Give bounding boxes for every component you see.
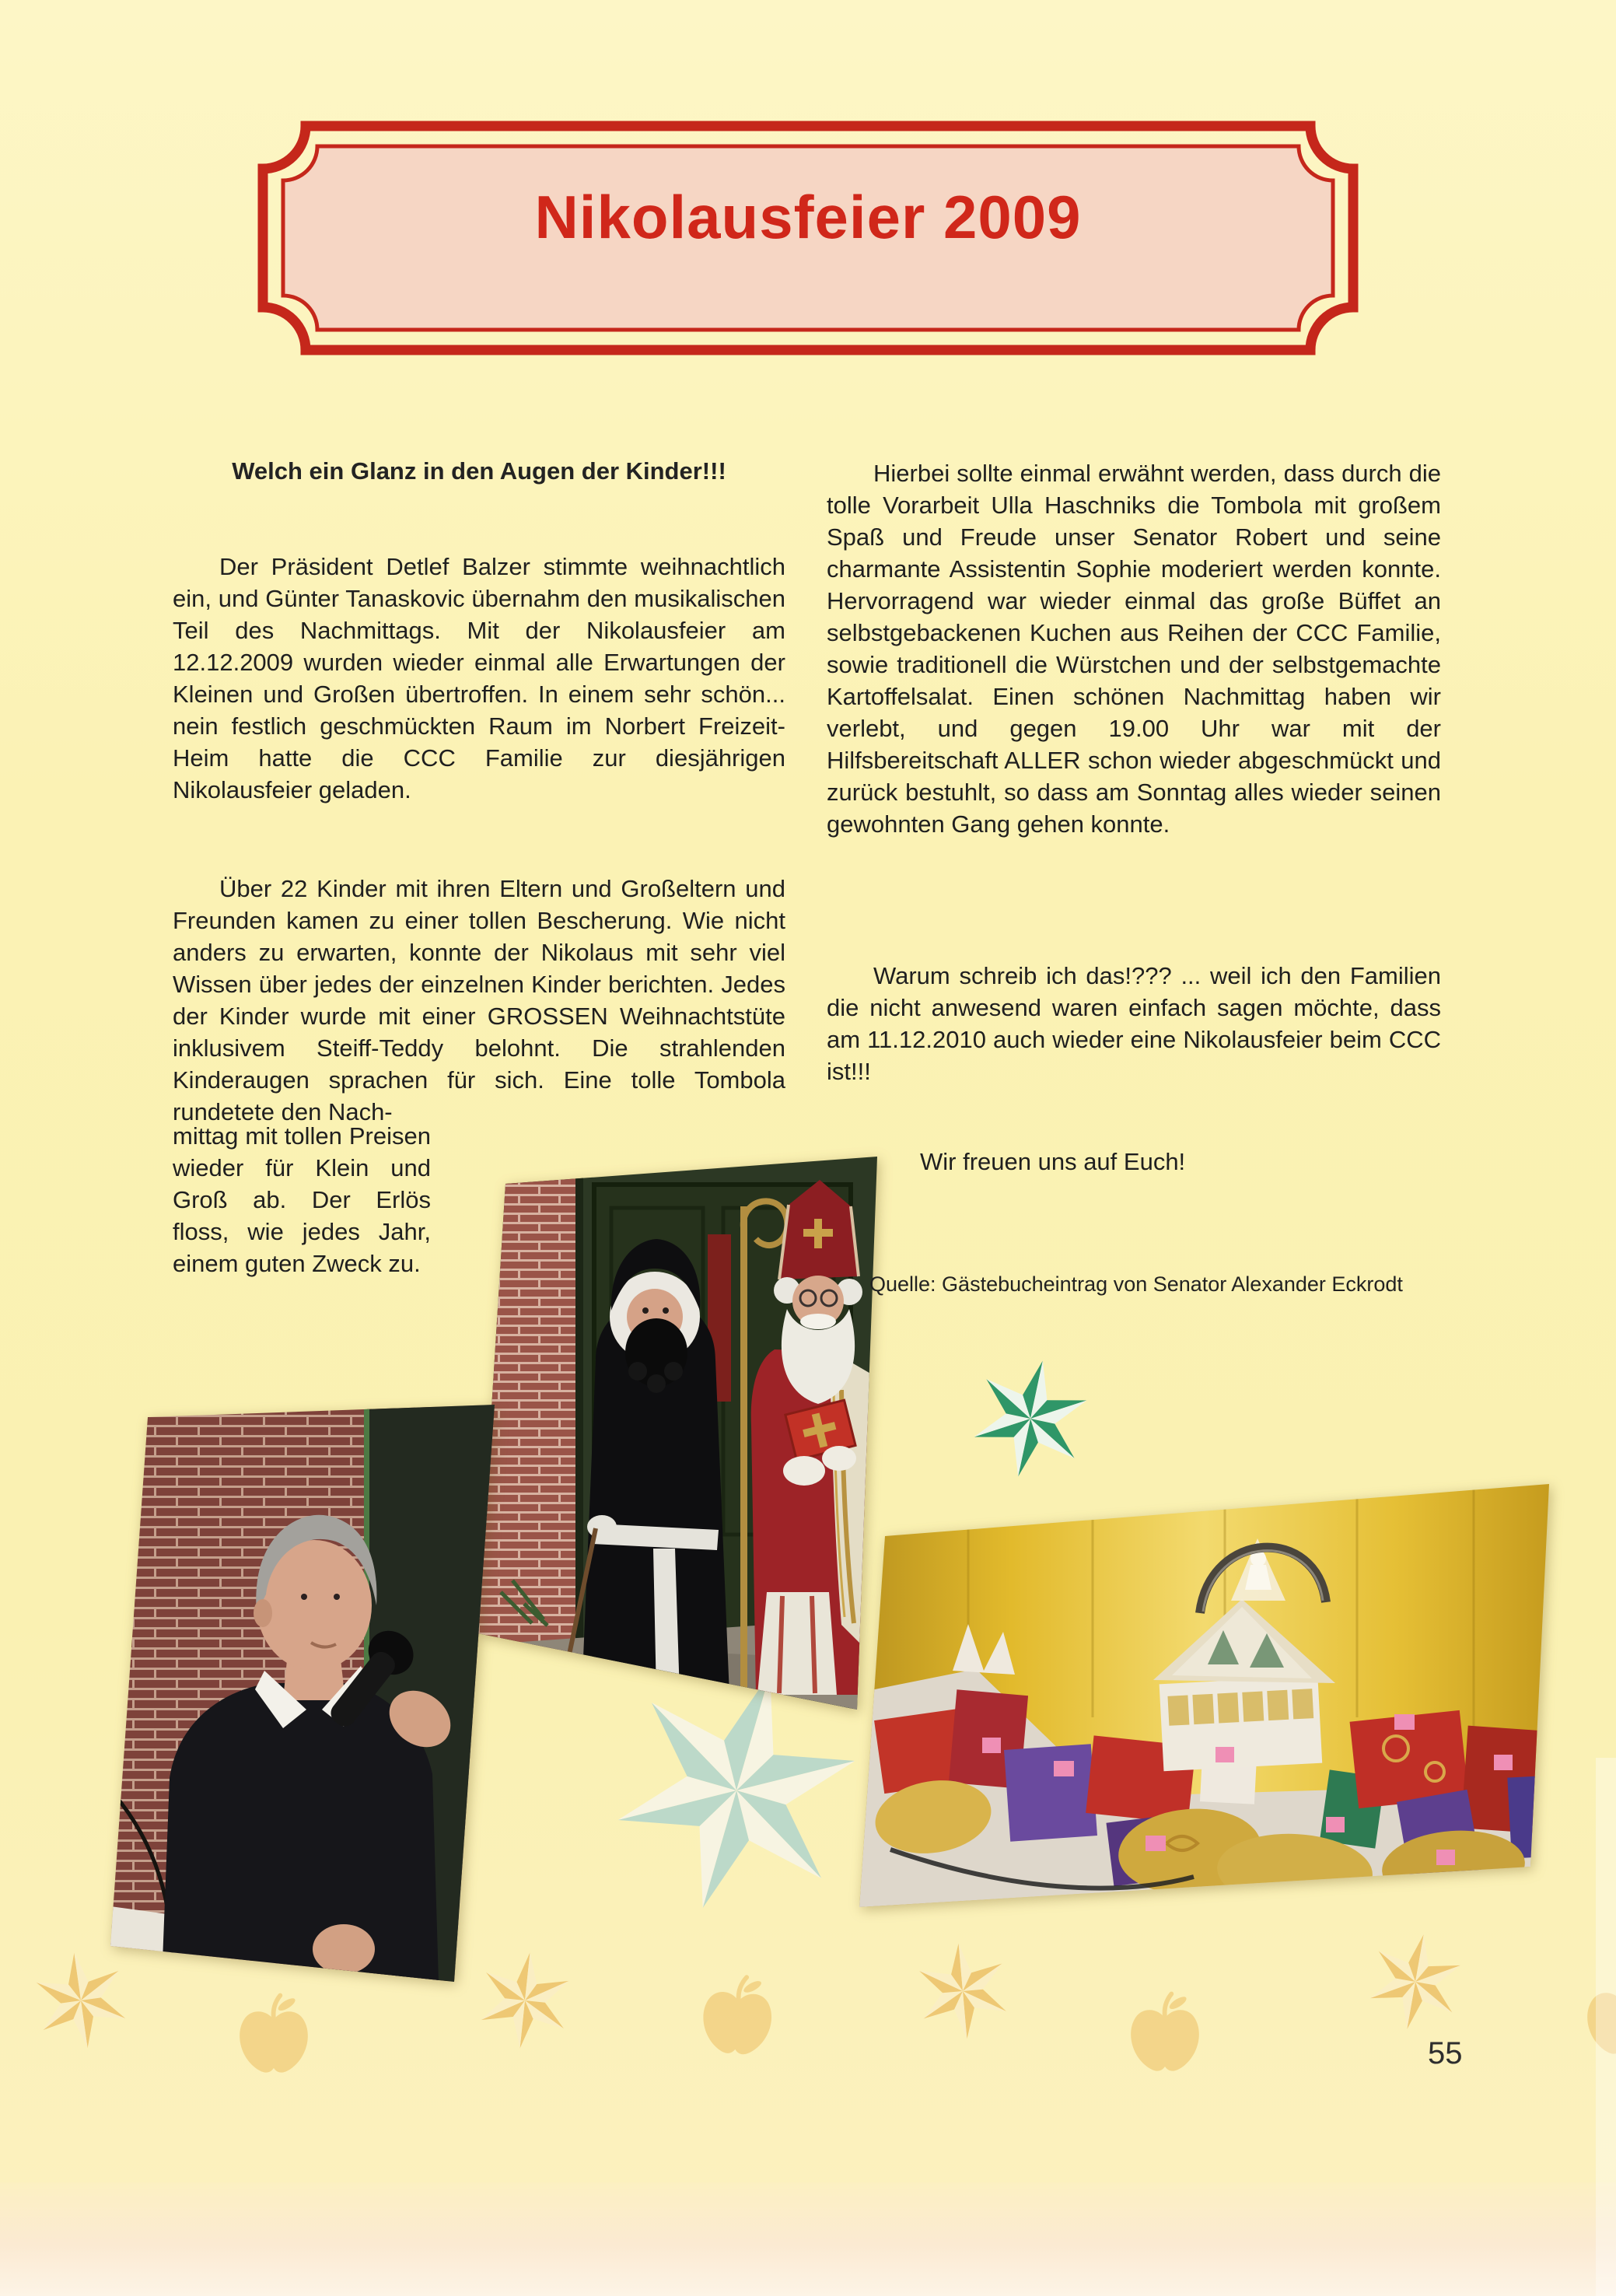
photo-speaker [110,1405,495,1982]
right-paragraph-2: Warum schreib ich das!??? ... weil ich den Familien die nicht anwesend waren einfach sagen möchte, dass am 11.12.2010 auch wieder eine Nikolausfeier beim CCC ist!!! [827,962,1441,1085]
left-paragraph-2: Über 22 Kinder mit ihren Eltern und Großeltern und Freunden kamen zu einer tollen Bescherung. Wie nicht anders zu erwarten, konnte der Nikolaus mit sehr viel Wissen über jedes der einzelnen Kinder berichten. Jedes der Kinder wurde mit einer GROSSEN Weihnachtstüte inklusivem Steiff-Teddy belohnt. Die strahlenden Kinderaugen sprachen für sich. Eine tolle Tombola rundetete den Nach- [173,875,785,1125]
left-paragraph-1: Der Präsident Detlef Balzer stimmte weihnachtlich ein, und Günter Tanaskovic übernahm den musikalischen Teil des Nachmittags. Mit der Nikolausfeier am 12.12.2009 wurden wieder einmal alle Erwartungen der Kleinen und Großen übertroffen. In einem sehr schön... nein festlich geschmückten Raum im Norbert Freizeit- Heim hatte die CCC Familie zur diesjährigen Nikolausfeier geladen. [173,553,785,803]
page-number: 55 [1428,2036,1463,2070]
page-edge-band [1596,1758,1616,2296]
right-paragraph-1: Hierbei sollte einmal erwähnt werden, dass durch die tolle Vorarbeit Ulla Haschniks die Tombola mit großem Spaß und Freude unser Senator Robert und seine charmante Assistentin Sophie moderiert werden konnte. Hervorragend war wieder einmal das große Büffet an selbstgebackenen Kuchen aus Reihen der CCC Familie, sowie traditionell die Würstchen und der selbstgemachte Kartoffelsalat. Einen schönen Nachmittag haben wir verlebt, und gegen 19.00 Uhr war mit der Hilfsbereitschaft ALLER schon wieder abgeschmückt und zurück bestuhlt, so dass am Sonntag alles wieder seinen gewohnten Gang gehen konnte. [827,460,1441,838]
apple-icon [691,1968,783,2070]
left-column-heading: Welch ein Glanz in den Augen der Kinder!!! [232,457,726,485]
gold-star-icon [908,1937,1018,2046]
photo-gift-table [859,1484,1549,1907]
page-title: Nikolausfeier 2009 [534,183,1082,251]
apple-icon [231,1990,317,2087]
apple-icon [1122,1988,1208,2085]
green-star-icon [957,1345,1104,1493]
gold-star-icon [1357,1923,1474,2041]
bottom-strip [0,2182,1616,2296]
closing-line: Wir freuen uns auf Euch! [920,1148,1186,1175]
gold-star-icon [470,1945,581,2056]
source-line: Quelle: Gästebucheintrag von Senator Alexander Eckrodt [869,1272,1403,1296]
photo-nikolaus-krampus [477,1157,877,1710]
left-paragraph-2-continued: mittag mit tollen Preisen wieder für Klein und Groß ab. Der Erlös floss, wie jedes Jahr, einem guten Zweck zu. [173,1122,431,1277]
gold-star-icon [24,1944,138,2058]
